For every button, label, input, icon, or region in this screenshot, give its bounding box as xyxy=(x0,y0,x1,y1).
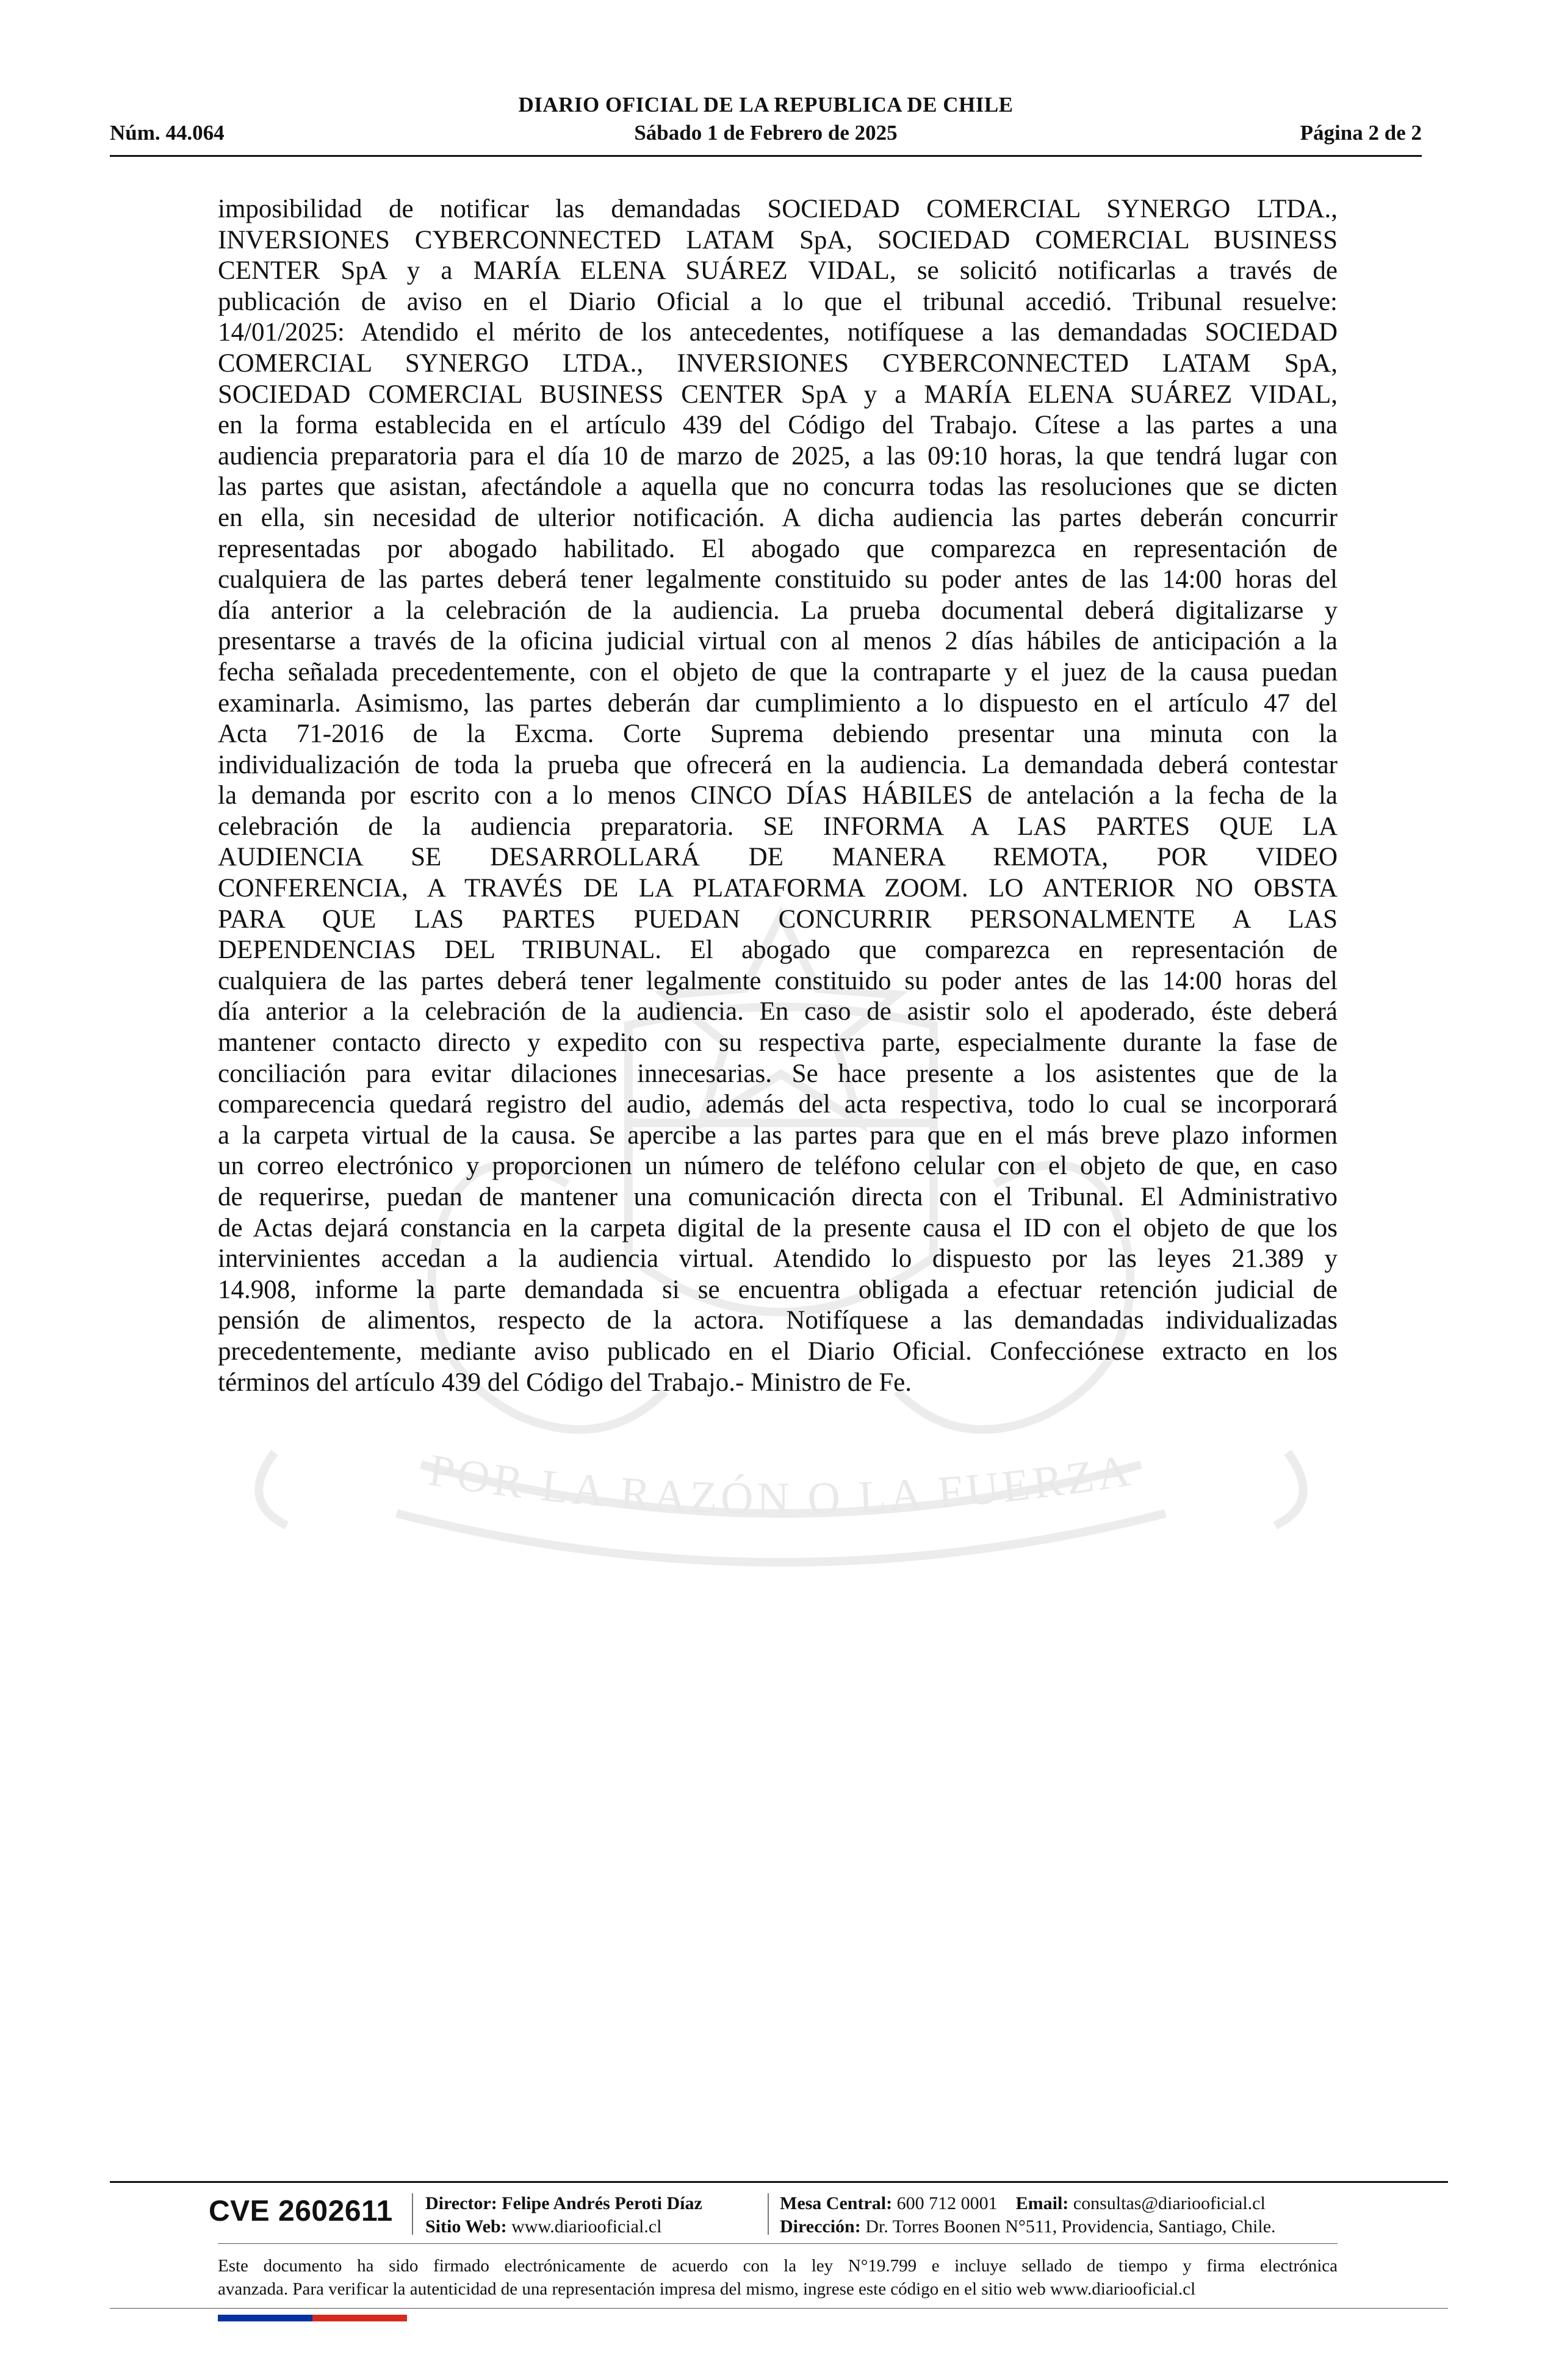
body-text-line: INVERSIONES CYBERCONNECTED LATAM SpA, SOCIEDAD COMERCIAL BUSINESS xyxy=(218,225,1338,254)
body-text-line: 14.908, informe la parte demandada si se encuentra obligada a efectuar retención judicial de xyxy=(218,1275,1338,1304)
body-text-line: individualización de toda la prueba que ofrecerá en la audiencia. La demandada deberá contestar xyxy=(218,750,1338,779)
body-text-line: CONFERENCIA, A TRAVÉS DE LA PLATAFORMA ZOOM. LO ANTERIOR NO OBSTA xyxy=(218,874,1338,903)
body-text-line: Acta 71-2016 de la Excma. Corte Suprema debiendo presentar una minuta con la xyxy=(218,719,1338,749)
footer-director-info xyxy=(425,2192,702,2238)
director-label: Director: xyxy=(425,2193,497,2213)
chilean-flag-stripe xyxy=(218,2315,407,2321)
address-text: Dr. Torres Boonen N°511, Providencia, Santiago, Chile. xyxy=(865,2216,1276,2237)
body-text-line: CENTER SpA y a MARÍA ELENA SUÁREZ VIDAL, se solicitó notificarlas a través de xyxy=(218,256,1338,286)
disclaimer-line: avanzada. Para verificar la autenticidad de una representación impresa del mismo, ingrese este código en el sitio web www.diariooficial.cl xyxy=(218,2279,1196,2299)
body-text-line: PARA QUE LAS PARTES PUEDAN CONCURRIR PERSONALMENTE A LAS xyxy=(218,904,1338,934)
body-text-line: publicación de aviso en el Diario Oficial a lo que el tribunal accedió. Tribunal resuelve: xyxy=(218,287,1338,316)
body-text-line: cualquiera de las partes deberá tener legalmente constituido su poder antes de las 14:00 horas del xyxy=(218,565,1338,594)
page-header xyxy=(110,93,1422,154)
body-text-line: representadas por abogado habilitado. El abogado que comparezca en representación de xyxy=(218,534,1338,563)
page-number: Página 2 de 2 xyxy=(1300,121,1422,145)
body-text-line: imposibilidad de notificar las demandadas SOCIEDAD COMERCIAL SYNERGO LTDA., xyxy=(218,195,1338,223)
body-text-line: audiencia preparatoria para el día 10 de marzo de 2025, a las 09:10 horas, la que tendrá lugar con xyxy=(218,441,1338,471)
body-text-line: 14/01/2025: Atendido el mérito de los antecedentes, notifíquese a las demandadas SOCIEDAD xyxy=(218,318,1338,347)
body-text-line: la demanda por escrito con a lo menos CINCO DÍAS HÁBILES de antelación a la fecha de la xyxy=(218,781,1338,810)
address-label: Dirección: xyxy=(780,2216,861,2237)
body-text-line: COMERCIAL SYNERGO LTDA., INVERSIONES CYBERCONNECTED LATAM SpA, xyxy=(218,348,1338,378)
body-text-line: de Actas dejará constancia en la carpeta digital de la presente causa el ID con el objeto de que los xyxy=(218,1213,1338,1242)
body-text-line: un correo electrónico y proporcionen un número de teléfono celular con el objeto de que, en caso xyxy=(218,1152,1338,1181)
body-text-line: en ella, sin necesidad de ulterior notificación. A dicha audiencia las partes deberán concurrir xyxy=(218,503,1338,532)
body-text-line: SOCIEDAD COMERCIAL BUSINESS CENTER SpA y a MARÍA ELENA SUÁREZ VIDAL, xyxy=(218,380,1338,409)
body-text-line: fecha señalada precedentemente, con el objeto de que la contraparte y el juez de la causa puedan xyxy=(218,657,1338,687)
body-text-line: presentarse a través de la oficina judicial virtual con al menos 2 días hábiles de anticipación a la xyxy=(218,627,1338,656)
body-text-line: a la carpeta virtual de la causa. Se apercibe a las partes para que en el más breve plazo informen xyxy=(218,1120,1338,1150)
body-text-line: día anterior a la celebración de la audiencia. La prueba documental deberá digitalizarse y xyxy=(218,596,1338,625)
body-text-line: comparecencia quedará registro del audio, además del acta respectiva, todo lo cual se incorporará xyxy=(218,1090,1338,1119)
footer-contact-info xyxy=(780,2192,1276,2238)
flag-blue-segment xyxy=(218,2315,312,2321)
signature-disclaimer xyxy=(218,2254,1338,2301)
phone-number: 600 712 0001 xyxy=(896,2193,998,2213)
body-text-line: en la forma establecida en el artículo 439 del Código del Trabajo. Cítese a las partes a una xyxy=(218,411,1338,440)
flag-red-segment xyxy=(312,2315,407,2321)
body-text-line: cualquiera de las partes deberá tener legalmente constituido su poder antes de las 14:00 horas del xyxy=(218,966,1338,995)
website-link[interactable]: www.diariooficial.cl xyxy=(511,2216,662,2237)
footer-divider-bottom xyxy=(110,2308,1448,2309)
body-text-line: precedentemente, mediante aviso publicado en el Diario Oficial. Confecciónese extracto en los xyxy=(218,1336,1338,1366)
body-text-line: pensión de alimentos, respecto de la actora. Notifíquese a las demandadas individualizadas xyxy=(218,1306,1338,1335)
body-text-line: día anterior a la celebración de la audiencia. En caso de asistir solo el apoderado, éste deberá xyxy=(218,997,1338,1026)
issue-number: Núm. 44.064 xyxy=(110,121,225,145)
body-text-line: examinarla. Asimismo, las partes deberán dar cumplimiento a lo dispuesto en el artículo 47 del xyxy=(218,688,1338,718)
watermark-motto: POR LA RAZÓN O LA FUERZA xyxy=(425,1445,1137,1524)
footer-separator xyxy=(412,2193,413,2235)
email-label: Email: xyxy=(1015,2193,1069,2213)
director-name: Felipe Andrés Peroti Díaz xyxy=(502,2193,702,2213)
body-text-line: DEPENDENCIAS DEL TRIBUNAL. El abogado que comparezca en representación de xyxy=(218,936,1338,965)
issue-date: Sábado 1 de Febrero de 2025 xyxy=(634,121,898,145)
email-link[interactable]: consultas@diariooficial.cl xyxy=(1073,2193,1266,2213)
body-text-line: las partes que asistan, afectándole a aquella que no concurra todas las resoluciones que se dicten xyxy=(218,472,1338,502)
journal-title: DIARIO OFICIAL DE LA REPUBLICA DE CHILE xyxy=(518,93,1014,117)
cve-code: CVE 2602611 xyxy=(209,2195,393,2227)
phone-label: Mesa Central: xyxy=(780,2193,893,2213)
body-text-line: términos del artículo 439 del Código del Trabajo.- Ministro de Fe. xyxy=(218,1368,912,1397)
body-text-line: celebración de la audiencia preparatoria. SE INFORMA A LAS PARTES QUE LA xyxy=(218,812,1338,841)
body-text-line: mantener contacto directo y expedito con su respectiva parte, especialmente durante la fase de xyxy=(218,1028,1338,1058)
footer-divider-middle xyxy=(218,2243,1338,2244)
body-text-line: conciliación para evitar dilaciones innecesarias. Se hace presente a los asistentes que de la xyxy=(218,1059,1338,1088)
body-text-line: intervinientes accedan a la audiencia virtual. Atendido lo dispuesto por las leyes 21.389 y xyxy=(218,1244,1338,1274)
footer-divider-top xyxy=(110,2181,1448,2183)
header-divider xyxy=(110,155,1422,157)
body-text-line: AUDIENCIA SE DESARROLLARÁ DE MANERA REMOTA, POR VIDEO xyxy=(218,843,1338,872)
legal-notice-body xyxy=(218,194,1338,1398)
disclaimer-line: Este documento ha sido firmado electrónicamente de acuerdo con la ley N°19.799 e incluye sellado de tiempo y firma electrónica xyxy=(218,2256,1338,2276)
body-text-line: de requerirse, puedan de mantener una comunicación directa con el Tribunal. El Administrativo xyxy=(218,1183,1338,1211)
footer-separator xyxy=(768,2193,769,2235)
website-label: Sitio Web: xyxy=(425,2216,507,2237)
